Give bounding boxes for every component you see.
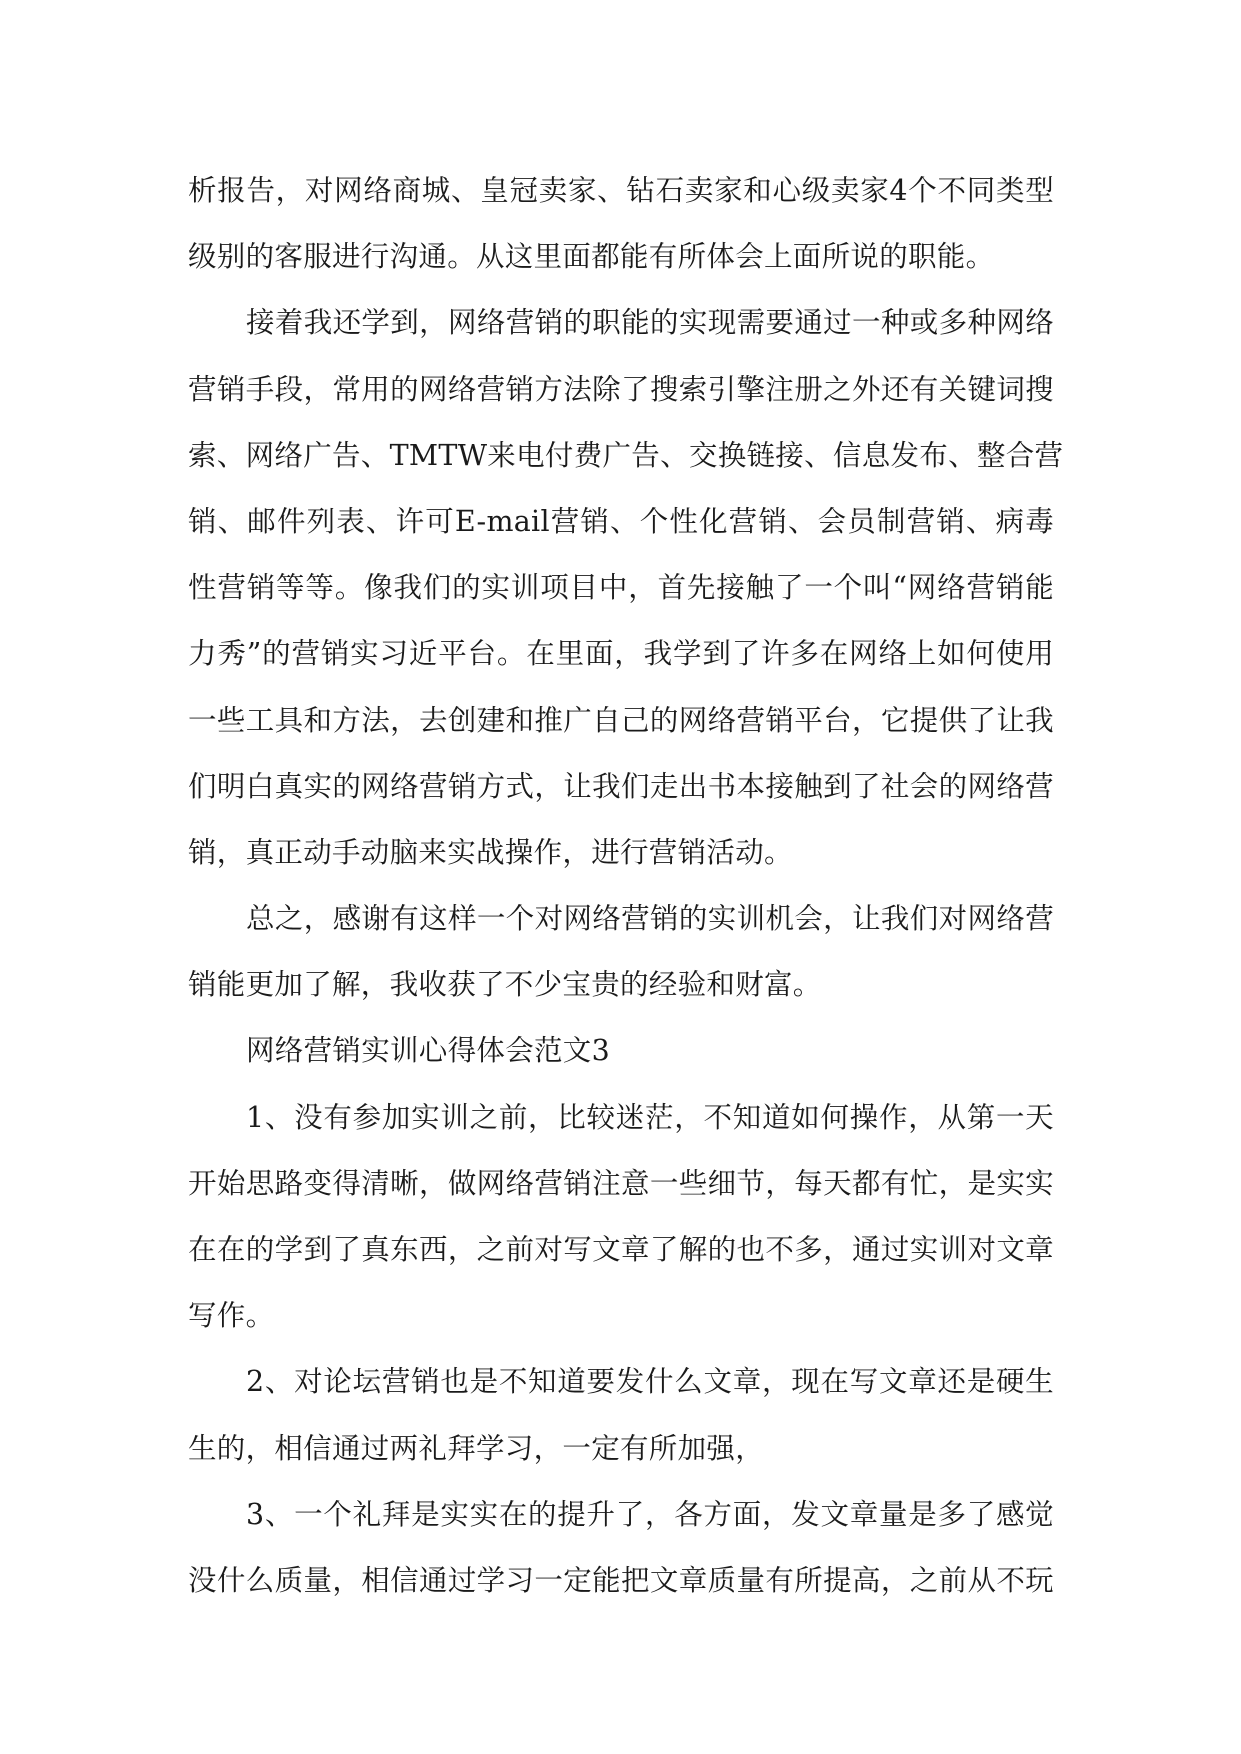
text-line: 性营销等等。像我们的实训项目中，首先接触了一个叫“网络营销能 [188, 571, 1054, 605]
paragraph-start-line: 总之，感谢有这样一个对网络营销的实训机会，让我们对网络营 [246, 902, 1054, 936]
text-line: 析报告，对网络商城、皇冠卖家、钻石卖家和心级卖家4个不同类型 [188, 174, 1054, 207]
text-line: 写作。 [188, 1299, 275, 1333]
text-line: 们明白真实的网络营销方式，让我们走出书本接触到了社会的网络营 [188, 769, 1054, 803]
paragraph-start-line: 3、一个礼拜是实实在的提升了，各方面，发文章量是多了感觉 [246, 1497, 1054, 1531]
paragraph-start-line: 1、没有参加实训之前，比较迷茫，不知道如何操作，从第一天 [246, 1100, 1054, 1134]
paragraph-start-line: 2、对论坛营销也是不知道要发什么文章，现在写文章还是硬生 [246, 1365, 1054, 1399]
text-line: 没什么质量，相信通过学习一定能把文章质量有所提高，之前从不玩 [188, 1563, 1054, 1597]
document-body [188, 158, 1064, 1614]
text-line: 生的，相信通过两礼拜学习，一定有所加强， [188, 1431, 765, 1465]
text-line: 营销手段，常用的网络营销方法除了搜索引擎注册之外还有关键词搜 [188, 372, 1054, 406]
paragraph-start-line: 接着我还学到，网络营销的职能的实现需要通过一种或多种网络 [246, 306, 1054, 340]
section-heading: 网络营销实训心得体会范文3 [246, 1034, 611, 1068]
text-line: 级别的客服进行沟通。从这里面都能有所体会上面所说的职能。 [188, 240, 995, 274]
text-line: 销、邮件列表、许可E-mail营销、个性化营销、会员制营销、病毒 [188, 504, 1054, 538]
text-line: 一些工具和方法，去创建和推广自己的网络营销平台，它提供了让我 [188, 703, 1054, 737]
text-line: 索、网络广告、TMTW来电付费广告、交换链接、信息发布、整合营 [188, 438, 1064, 472]
text-line: 开始思路变得清晰，做网络营销注意一些细节，每天都有忙，是实实 [188, 1166, 1054, 1200]
text-line: 销能更加了解，我收获了不少宝贵的经验和财富。 [188, 968, 822, 1002]
text-line: 销，真正动手动脑来实战操作，进行营销活动。 [188, 835, 793, 869]
text-line: 力秀”的营销实习近平台。在里面，我学到了许多在网络上如何使用 [188, 637, 1054, 671]
text-line: 在在的学到了真东西，之前对写文章了解的也不多，通过实训对文章 [188, 1233, 1054, 1266]
